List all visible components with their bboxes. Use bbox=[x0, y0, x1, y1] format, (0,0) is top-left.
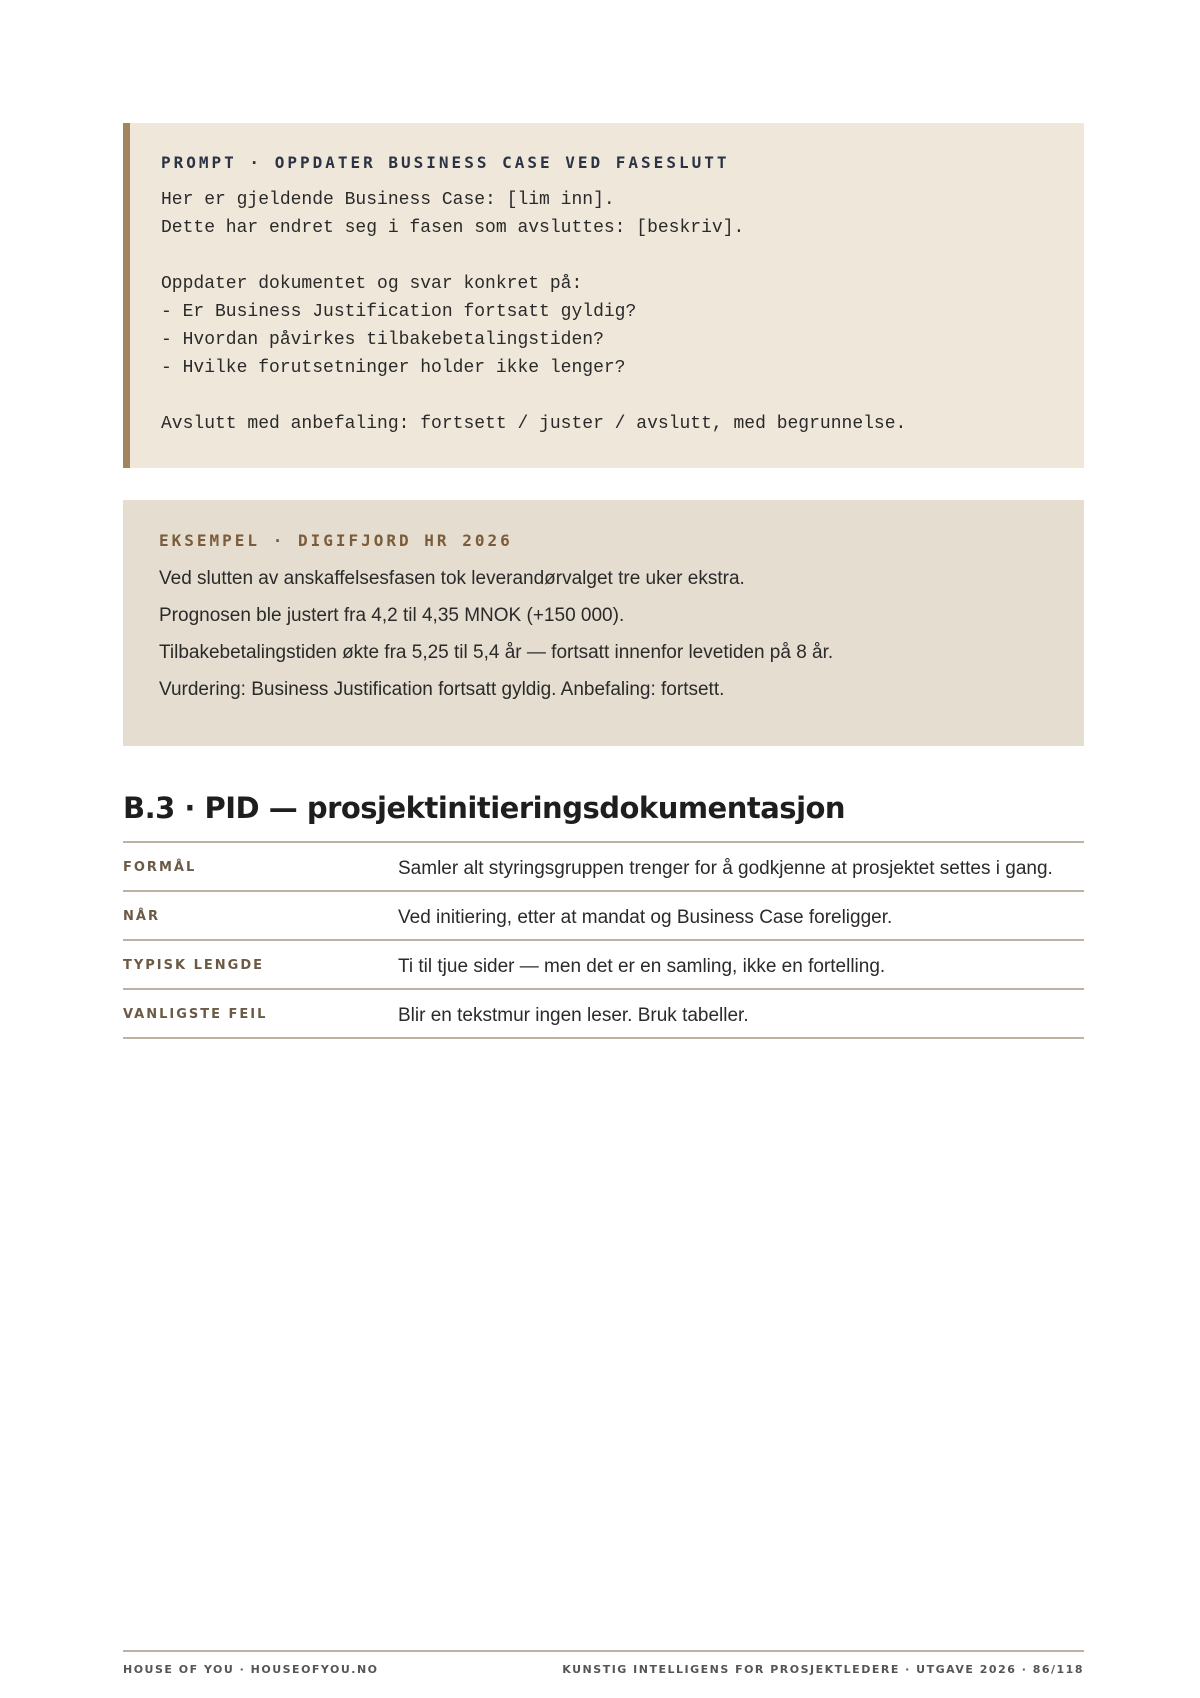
example-line: Vurdering: Business Justification fortsatt gyldig. Anbefaling: fortsett. bbox=[159, 679, 725, 700]
row-value: Ti til tjue sider — men det er en samling, ikke en fortelling. bbox=[398, 956, 886, 977]
row-value: Ved initiering, etter at mandat og Business Case foreligger. bbox=[398, 907, 893, 928]
row-label: FORMÅL bbox=[123, 860, 197, 875]
prompt-box bbox=[123, 123, 1084, 468]
row-label: NÅR bbox=[123, 909, 160, 924]
row-label: VANLIGSTE FEIL bbox=[123, 1007, 268, 1022]
footer-left: HOUSE OF YOU · HOUSEOFYOU.NO bbox=[123, 1663, 379, 1676]
example-heading: EKSEMPEL · DIGIFJORD HR 2026 bbox=[159, 531, 513, 550]
footer-right: KUNSTIG INTELLIGENS FOR PROSJEKTLEDERE · UTGAVE 2026 · 86/118 bbox=[562, 1663, 1084, 1676]
table-row bbox=[123, 941, 1084, 990]
prompt-body: Her er gjeldende Business Case: [lim inn]. Dette har endret seg i fasen som avsluttes: [beskriv]. Oppdater dokumentet og svar konkret på: - Er Business Justification fortsatt gyldig? - Hvordan påvirkes tilbakebetalingstiden? - Hvilke forutsetninger holder ikke lenger? Avslutt med anbefaling: fortsett / juster / avslutt, med begrunnelse. bbox=[161, 190, 907, 434]
row-label: TYPISK LENGDE bbox=[123, 958, 264, 973]
row-value: Samler alt styringsgruppen trenger for å godkjenne at prosjektet settes i gang. bbox=[398, 858, 1053, 879]
info-table bbox=[123, 841, 1084, 1039]
example-box bbox=[123, 500, 1084, 746]
example-line: Prognosen ble justert fra 4,2 til 4,35 MNOK (+150 000). bbox=[159, 605, 625, 626]
section-title: B.3 · PID — prosjektinitieringsdokumentasjon bbox=[123, 791, 846, 825]
table-row bbox=[123, 843, 1084, 892]
footer-divider bbox=[123, 1650, 1084, 1652]
table-row bbox=[123, 990, 1084, 1039]
row-value: Blir en tekstmur ingen leser. Bruk tabeller. bbox=[398, 1005, 749, 1026]
example-line: Tilbakebetalingstiden økte fra 5,25 til 5,4 år — fortsatt innenfor levetiden på 8 år. bbox=[159, 642, 834, 663]
example-line: Ved slutten av anskaffelsesfasen tok leverandørvalget tre uker ekstra. bbox=[159, 568, 745, 589]
prompt-heading: PROMPT · OPPDATER BUSINESS CASE VED FASESLUTT bbox=[161, 153, 730, 172]
table-row bbox=[123, 892, 1084, 941]
